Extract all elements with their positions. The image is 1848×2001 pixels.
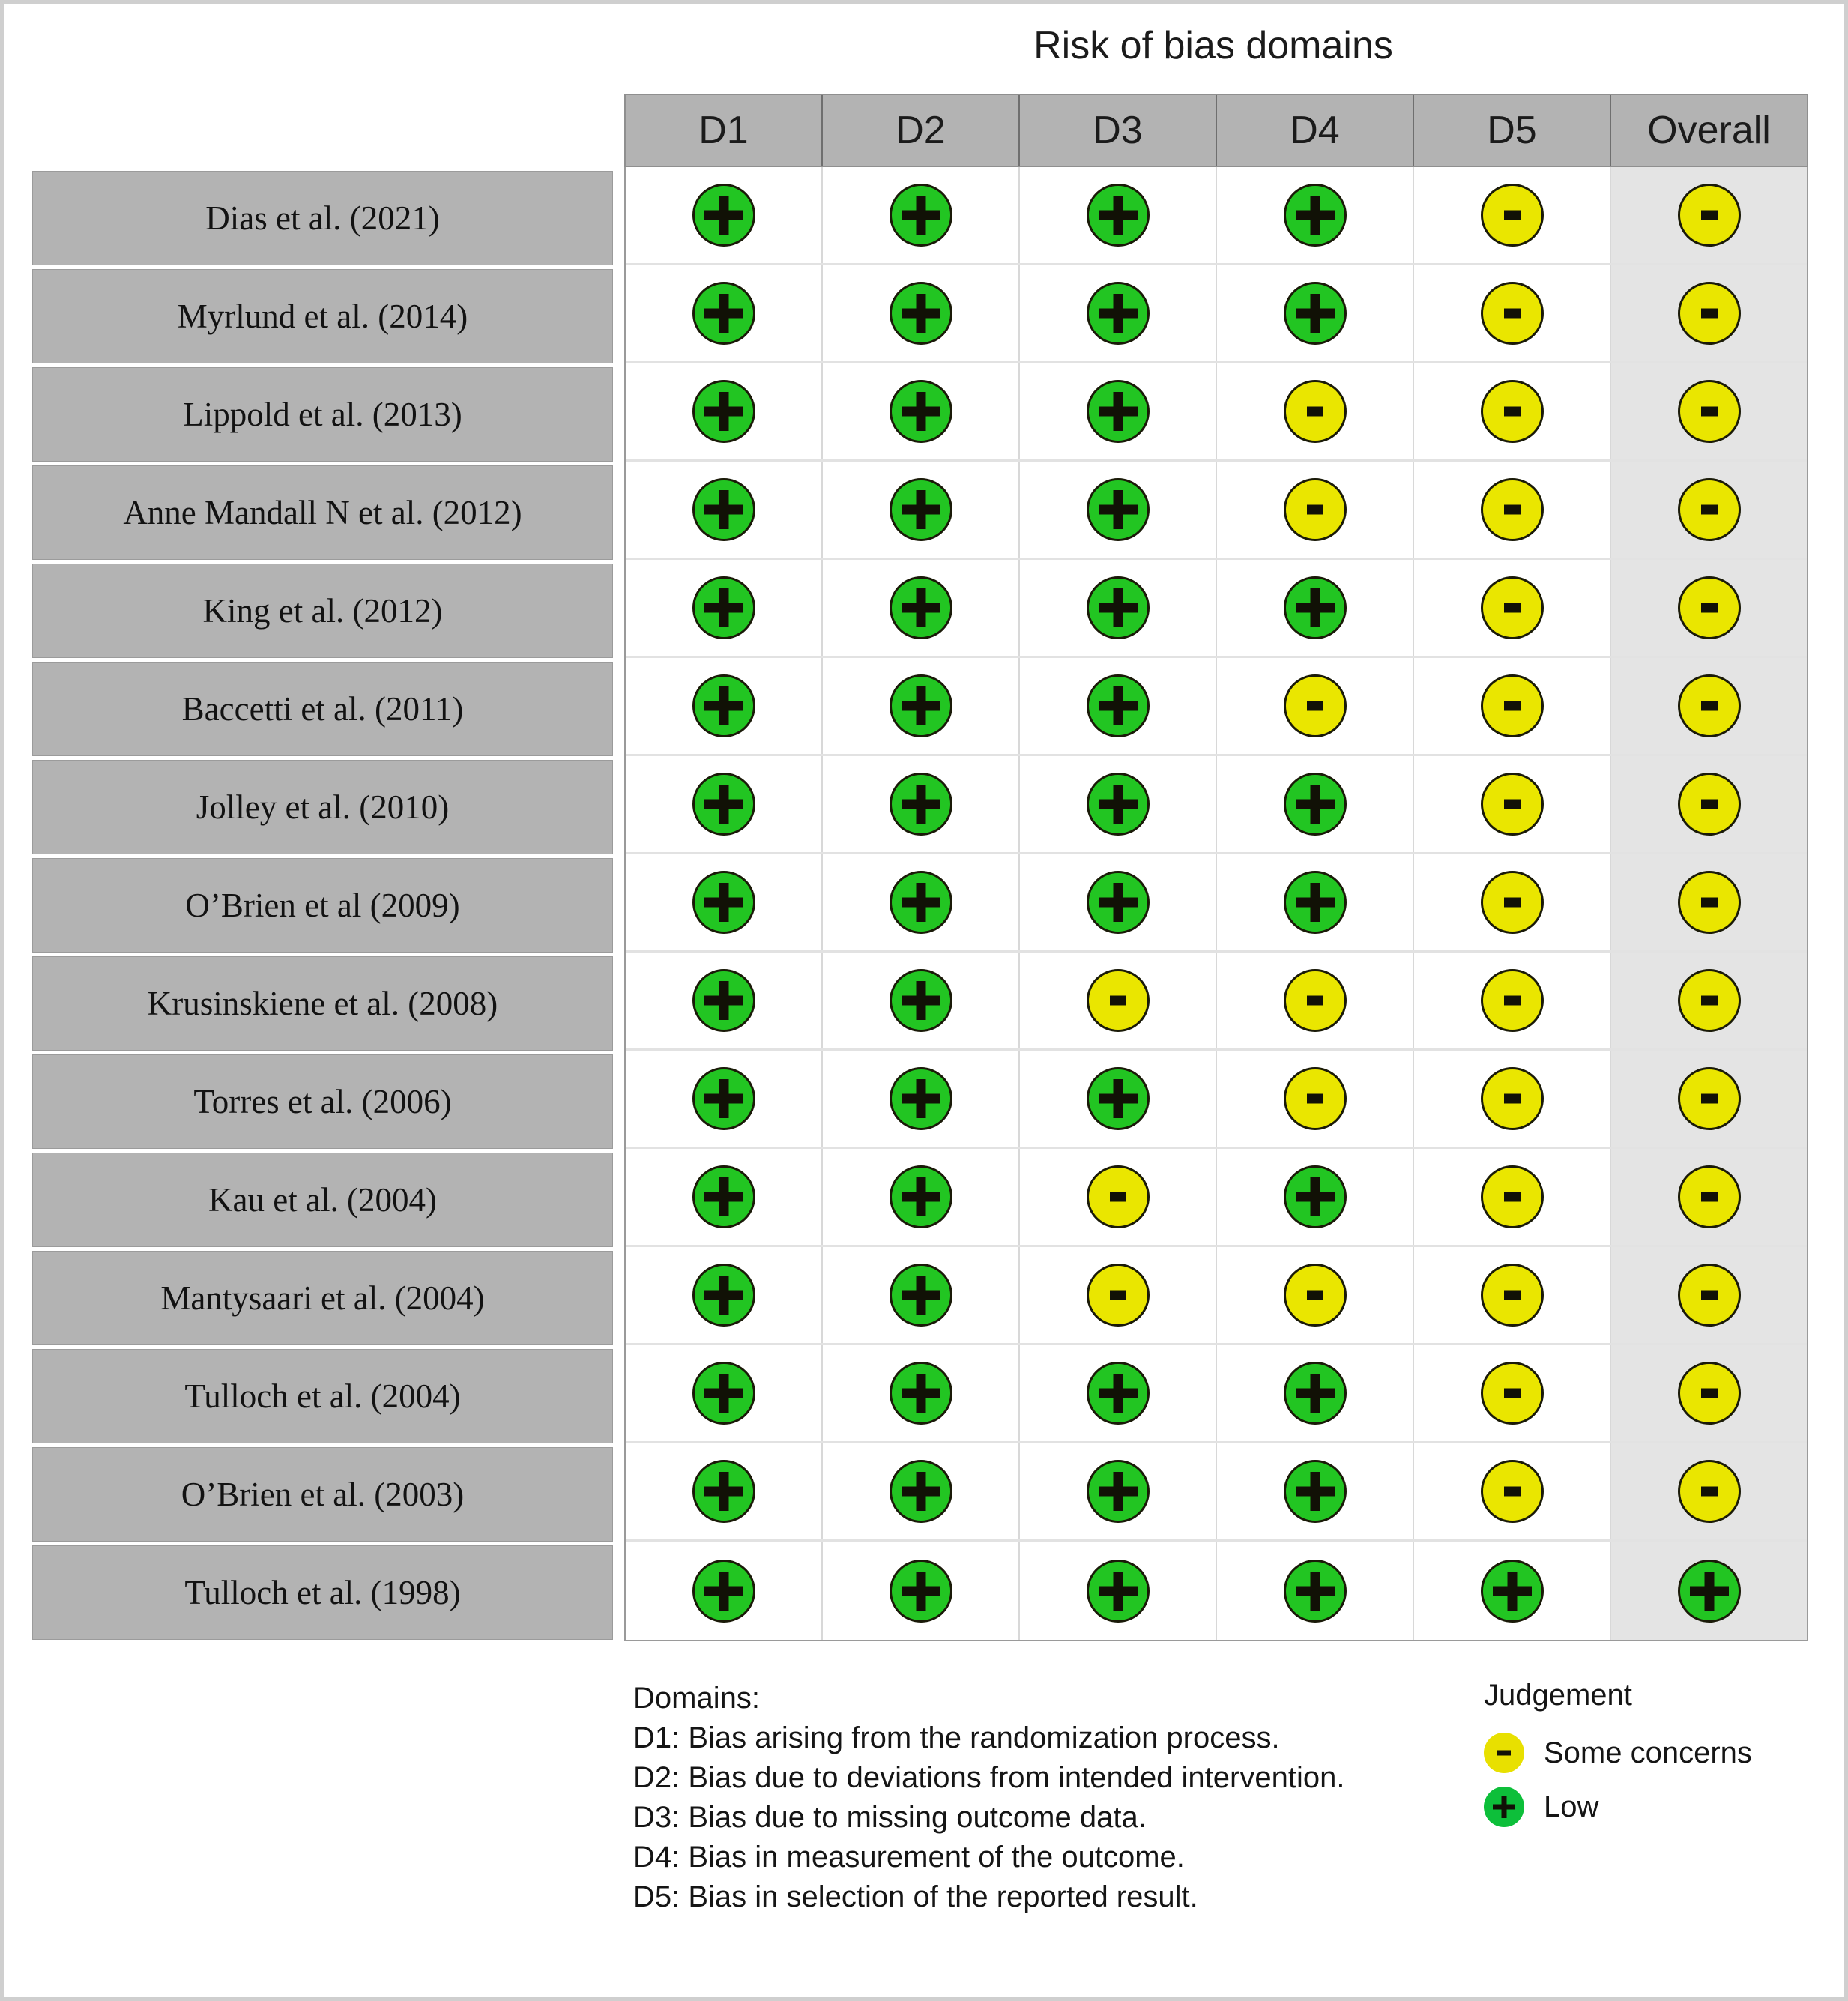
judgement-some-concerns-icon bbox=[1087, 1264, 1150, 1327]
judgement-some-concerns-icon bbox=[1484, 1733, 1524, 1773]
table-row bbox=[626, 1443, 1807, 1542]
judgement-low-icon bbox=[692, 1460, 755, 1523]
judgement-cell-d4[interactable] bbox=[1217, 756, 1414, 852]
judgement-some-concerns-icon bbox=[1481, 184, 1544, 247]
judgement-cell-d3[interactable] bbox=[1020, 560, 1217, 656]
study-label: Tulloch et al. (1998) bbox=[32, 1545, 613, 1640]
judgement-cell-d3[interactable] bbox=[1020, 658, 1217, 754]
judgement-some-concerns-icon bbox=[1678, 773, 1741, 836]
judgement-cell-d5[interactable] bbox=[1414, 265, 1611, 361]
judgement-cell-overall[interactable] bbox=[1611, 265, 1807, 361]
judgement-cell-d1[interactable] bbox=[626, 756, 823, 852]
judgement-cell-d3[interactable] bbox=[1020, 363, 1217, 459]
table-row bbox=[626, 1345, 1807, 1443]
judgement-cell-d4[interactable] bbox=[1217, 1542, 1414, 1640]
judgement-low-icon bbox=[890, 576, 952, 639]
judgement-low-icon bbox=[1284, 1362, 1347, 1425]
judgement-low-icon bbox=[692, 184, 755, 247]
table-row bbox=[626, 167, 1807, 265]
judgement-legend-title: Judgement bbox=[1484, 1679, 1632, 1712]
judgement-low-icon bbox=[692, 576, 755, 639]
judgement-cell-d1[interactable] bbox=[626, 658, 823, 754]
domains-legend-item: D4: Bias in measurement of the outcome. bbox=[633, 1841, 1185, 1874]
judgement-low-icon bbox=[890, 773, 952, 836]
judgement-low-icon bbox=[890, 184, 952, 247]
judgement-low-icon bbox=[1087, 576, 1150, 639]
judgement-cell-d1[interactable] bbox=[626, 854, 823, 950]
judgement-some-concerns-icon bbox=[1678, 1460, 1741, 1523]
column-header-d3: D3 bbox=[1020, 95, 1217, 166]
judgement-cell-d5[interactable] bbox=[1414, 560, 1611, 656]
judgement-low-icon bbox=[692, 1264, 755, 1327]
judgement-cell-d5[interactable] bbox=[1414, 756, 1611, 852]
judgement-cell-d5[interactable] bbox=[1414, 658, 1611, 754]
study-label: Kau et al. (2004) bbox=[32, 1153, 613, 1247]
judgement-some-concerns-icon bbox=[1481, 773, 1544, 836]
column-header-d5: D5 bbox=[1414, 95, 1611, 166]
judgement-cell-d3[interactable] bbox=[1020, 1345, 1217, 1441]
judgement-cell-d4[interactable] bbox=[1217, 560, 1414, 656]
judgement-cell-overall[interactable] bbox=[1611, 953, 1807, 1048]
study-label: Dias et al. (2021) bbox=[32, 171, 613, 265]
judgement-low-icon bbox=[692, 773, 755, 836]
judgement-some-concerns-icon bbox=[1481, 1264, 1544, 1327]
domains-legend-heading: Domains: bbox=[633, 1682, 760, 1715]
judgement-low-icon bbox=[1087, 1362, 1150, 1425]
domains-legend-item: D1: Bias arising from the randomization process. bbox=[633, 1721, 1280, 1754]
judgement-cell-d1[interactable] bbox=[626, 167, 823, 263]
judgement-some-concerns-icon bbox=[1481, 674, 1544, 737]
study-label: Krusinskiene et al. (2008) bbox=[32, 956, 613, 1051]
judgement-low-icon bbox=[1284, 1460, 1347, 1523]
judgement-low-icon bbox=[890, 1362, 952, 1425]
judgement-some-concerns-icon bbox=[1678, 1264, 1741, 1327]
judgement-cell-d1[interactable] bbox=[626, 1051, 823, 1147]
judgement-some-concerns-icon bbox=[1678, 184, 1741, 247]
judgement-legend-item bbox=[1484, 1726, 1752, 1780]
judgement-low-icon bbox=[1284, 184, 1347, 247]
judgement-low-icon bbox=[1284, 1165, 1347, 1228]
judgement-low-icon bbox=[1087, 478, 1150, 541]
judgement-cell-d2[interactable] bbox=[823, 265, 1020, 361]
judgement-cell-d1[interactable] bbox=[626, 265, 823, 361]
judgement-low-icon bbox=[1284, 871, 1347, 934]
judgement-cell-d5[interactable] bbox=[1414, 167, 1611, 263]
judgement-cell-d3[interactable] bbox=[1020, 756, 1217, 852]
judgement-cell-overall[interactable] bbox=[1611, 167, 1807, 263]
study-label: O’Brien et al (2009) bbox=[32, 858, 613, 953]
study-label: O’Brien et al. (2003) bbox=[32, 1447, 613, 1542]
table-row bbox=[626, 265, 1807, 363]
judgement-cell-d5[interactable] bbox=[1414, 1345, 1611, 1441]
judgement-low-icon bbox=[1087, 1460, 1150, 1523]
judgement-cell-d5[interactable] bbox=[1414, 1542, 1611, 1640]
judgement-cell-overall[interactable] bbox=[1611, 756, 1807, 852]
column-header-d1: D1 bbox=[626, 95, 823, 166]
judgement-cell-d4[interactable] bbox=[1217, 854, 1414, 950]
judgement-some-concerns-icon bbox=[1481, 969, 1544, 1032]
judgement-cell-d2[interactable] bbox=[823, 1345, 1020, 1441]
judgement-cell-d2[interactable] bbox=[823, 1247, 1020, 1343]
judgement-low-icon bbox=[692, 1560, 755, 1623]
judgement-legend-label: Some concerns bbox=[1544, 1736, 1752, 1769]
judgement-some-concerns-icon bbox=[1678, 969, 1741, 1032]
judgement-cell-overall[interactable] bbox=[1611, 462, 1807, 558]
study-label: Tulloch et al. (2004) bbox=[32, 1349, 613, 1443]
judgement-some-concerns-icon bbox=[1481, 1362, 1544, 1425]
judgement-cell-d3[interactable] bbox=[1020, 854, 1217, 950]
judgement-cell-d5[interactable] bbox=[1414, 1247, 1611, 1343]
table-row bbox=[626, 953, 1807, 1051]
judgement-cell-d2[interactable] bbox=[823, 1149, 1020, 1245]
judgement-cell-d5[interactable] bbox=[1414, 1443, 1611, 1539]
matrix-header-row bbox=[624, 94, 1808, 167]
study-label: King et al. (2012) bbox=[32, 564, 613, 658]
judgement-cell-d1[interactable] bbox=[626, 1443, 823, 1539]
judgement-cell-d1[interactable] bbox=[626, 560, 823, 656]
judgement-some-concerns-icon bbox=[1481, 1165, 1544, 1228]
study-label: Torres et al. (2006) bbox=[32, 1054, 613, 1149]
judgement-cell-d4[interactable] bbox=[1217, 462, 1414, 558]
judgement-some-concerns-icon bbox=[1678, 380, 1741, 443]
judgement-legend-item bbox=[1484, 1780, 1752, 1834]
judgement-low-icon bbox=[692, 282, 755, 345]
judgement-cell-d3[interactable] bbox=[1020, 265, 1217, 361]
judgement-cell-d4[interactable] bbox=[1217, 167, 1414, 263]
judgement-cell-d2[interactable] bbox=[823, 363, 1020, 459]
judgement-cell-d4[interactable] bbox=[1217, 1443, 1414, 1539]
judgement-cell-d5[interactable] bbox=[1414, 363, 1611, 459]
judgement-low-icon bbox=[890, 674, 952, 737]
judgement-cell-d1[interactable] bbox=[626, 1149, 823, 1245]
judgement-some-concerns-icon bbox=[1087, 969, 1150, 1032]
judgement-cell-d3[interactable] bbox=[1020, 1443, 1217, 1539]
judgement-some-concerns-icon bbox=[1481, 380, 1544, 443]
judgement-cell-d2[interactable] bbox=[823, 1443, 1020, 1539]
judgement-cell-d4[interactable] bbox=[1217, 363, 1414, 459]
judgement-low-icon bbox=[692, 1362, 755, 1425]
table-row bbox=[626, 560, 1807, 658]
judgement-cell-d5[interactable] bbox=[1414, 854, 1611, 950]
judgement-low-icon bbox=[1087, 380, 1150, 443]
column-header-overall: Overall bbox=[1647, 109, 1771, 152]
judgement-low-icon bbox=[890, 1560, 952, 1623]
judgement-low-icon bbox=[1087, 282, 1150, 345]
judgement-low-icon bbox=[1284, 576, 1347, 639]
judgement-some-concerns-icon bbox=[1284, 1067, 1347, 1130]
table-row bbox=[626, 1149, 1807, 1247]
judgement-cell-d1[interactable] bbox=[626, 1247, 823, 1343]
judgement-low-icon bbox=[692, 674, 755, 737]
judgement-cell-d3[interactable] bbox=[1020, 1247, 1217, 1343]
judgement-some-concerns-icon bbox=[1284, 1264, 1347, 1327]
study-label-column bbox=[32, 171, 613, 1644]
judgement-cell-overall[interactable] bbox=[1611, 1247, 1807, 1343]
judgement-cell-d4[interactable] bbox=[1217, 265, 1414, 361]
judgement-low-icon bbox=[1087, 674, 1150, 737]
judgement-cell-overall[interactable] bbox=[1611, 363, 1807, 459]
judgement-cell-d1[interactable] bbox=[626, 1542, 823, 1640]
judgement-cell-d2[interactable] bbox=[823, 1542, 1020, 1640]
judgement-low-icon bbox=[890, 1067, 952, 1130]
judgement-some-concerns-icon bbox=[1481, 576, 1544, 639]
judgement-cell-d4[interactable] bbox=[1217, 1149, 1414, 1245]
judgement-some-concerns-icon bbox=[1284, 478, 1347, 541]
judgement-cell-d3[interactable] bbox=[1020, 1149, 1217, 1245]
judgement-low-icon bbox=[692, 871, 755, 934]
judgement-cell-d1[interactable] bbox=[626, 462, 823, 558]
judgement-some-concerns-icon bbox=[1678, 871, 1741, 934]
judgement-some-concerns-icon bbox=[1678, 1067, 1741, 1130]
study-label: Myrlund et al. (2014) bbox=[32, 269, 613, 363]
judgement-some-concerns-icon bbox=[1678, 478, 1741, 541]
judgement-some-concerns-icon bbox=[1284, 969, 1347, 1032]
judgement-low-icon bbox=[1484, 1787, 1524, 1827]
page-title: Risk of bias domains bbox=[1033, 24, 1393, 67]
judgement-low-icon bbox=[692, 478, 755, 541]
judgement-low-icon bbox=[692, 969, 755, 1032]
table-row bbox=[626, 462, 1807, 560]
judgement-some-concerns-icon bbox=[1678, 674, 1741, 737]
judgement-some-concerns-icon bbox=[1481, 1460, 1544, 1523]
column-header-d2: D2 bbox=[823, 95, 1020, 166]
judgement-some-concerns-icon bbox=[1678, 1362, 1741, 1425]
study-label: Anne Mandall N et al. (2012) bbox=[32, 465, 613, 560]
judgement-cell-d2[interactable] bbox=[823, 1051, 1020, 1147]
judgement-cell-d3[interactable] bbox=[1020, 1051, 1217, 1147]
judgement-cell-d2[interactable] bbox=[823, 462, 1020, 558]
judgement-cell-d5[interactable] bbox=[1414, 462, 1611, 558]
judgement-some-concerns-icon bbox=[1678, 576, 1741, 639]
judgement-low-icon bbox=[890, 871, 952, 934]
judgement-some-concerns-icon bbox=[1284, 674, 1347, 737]
judgement-some-concerns-icon bbox=[1481, 478, 1544, 541]
judgement-cell-overall[interactable] bbox=[1611, 1149, 1807, 1245]
domains-legend bbox=[633, 1679, 1344, 1917]
judgement-low-icon bbox=[890, 282, 952, 345]
judgement-cell-d4[interactable] bbox=[1217, 1345, 1414, 1441]
judgement-cell-d4[interactable] bbox=[1217, 1051, 1414, 1147]
column-header-d4: D4 bbox=[1217, 95, 1414, 166]
judgement-some-concerns-icon bbox=[1481, 871, 1544, 934]
judgement-low-icon bbox=[1087, 773, 1150, 836]
judgement-cell-overall[interactable] bbox=[1611, 1443, 1807, 1539]
table-row bbox=[626, 363, 1807, 462]
judgement-cell-d3[interactable] bbox=[1020, 167, 1217, 263]
domains-legend-item: D3: Bias due to missing outcome data. bbox=[633, 1801, 1147, 1834]
judgement-matrix bbox=[624, 94, 1808, 1641]
judgement-cell-d1[interactable] bbox=[626, 363, 823, 459]
study-label: Lippold et al. (2013) bbox=[32, 367, 613, 462]
judgement-low-icon bbox=[1087, 1067, 1150, 1130]
table-row bbox=[626, 658, 1807, 756]
judgement-some-concerns-icon bbox=[1481, 1067, 1544, 1130]
risk-of-bias-grid bbox=[32, 94, 1808, 1656]
judgement-cell-d2[interactable] bbox=[823, 167, 1020, 263]
judgement-low-icon bbox=[890, 1460, 952, 1523]
judgement-cell-d2[interactable] bbox=[823, 560, 1020, 656]
judgement-low-icon bbox=[890, 478, 952, 541]
judgement-cell-overall[interactable] bbox=[1611, 560, 1807, 656]
judgement-low-icon bbox=[1481, 1560, 1544, 1623]
judgement-legend bbox=[1484, 1679, 1752, 1834]
judgement-cell-d5[interactable] bbox=[1414, 953, 1611, 1048]
judgement-cell-d1[interactable] bbox=[626, 1345, 823, 1441]
judgement-cell-d5[interactable] bbox=[1414, 1149, 1611, 1245]
judgement-cell-overall[interactable] bbox=[1611, 854, 1807, 950]
judgement-low-icon bbox=[890, 380, 952, 443]
judgement-low-icon bbox=[1678, 1560, 1741, 1623]
judgement-legend-entries bbox=[1484, 1726, 1752, 1834]
judgement-cell-d3[interactable] bbox=[1020, 953, 1217, 1048]
judgement-low-icon bbox=[890, 1264, 952, 1327]
study-label: Mantysaari et al. (2004) bbox=[32, 1251, 613, 1345]
table-row bbox=[626, 1247, 1807, 1345]
judgement-low-icon bbox=[1284, 282, 1347, 345]
judgement-some-concerns-icon bbox=[1087, 1165, 1150, 1228]
judgement-cell-overall[interactable] bbox=[1611, 1542, 1807, 1640]
table-row bbox=[626, 1051, 1807, 1149]
judgement-some-concerns-icon bbox=[1481, 282, 1544, 345]
judgement-cell-overall[interactable] bbox=[1611, 1345, 1807, 1441]
judgement-cell-d3[interactable] bbox=[1020, 462, 1217, 558]
study-label: Baccetti et al. (2011) bbox=[32, 662, 613, 756]
judgement-cell-overall[interactable] bbox=[1611, 1051, 1807, 1147]
judgement-low-icon bbox=[692, 1165, 755, 1228]
judgement-low-icon bbox=[890, 969, 952, 1032]
judgement-cell-overall[interactable] bbox=[1611, 658, 1807, 754]
judgement-cell-d4[interactable] bbox=[1217, 1247, 1414, 1343]
judgement-low-icon bbox=[1087, 1560, 1150, 1623]
judgement-some-concerns-icon bbox=[1678, 282, 1741, 345]
judgement-low-icon bbox=[1284, 773, 1347, 836]
judgement-low-icon bbox=[890, 1165, 952, 1228]
judgement-cell-d3[interactable] bbox=[1020, 1542, 1217, 1640]
judgement-cell-d2[interactable] bbox=[823, 658, 1020, 754]
judgement-cell-d4[interactable] bbox=[1217, 658, 1414, 754]
table-row bbox=[626, 1542, 1807, 1640]
judgement-cell-d2[interactable] bbox=[823, 756, 1020, 852]
judgement-cell-d2[interactable] bbox=[823, 854, 1020, 950]
judgement-low-icon bbox=[1087, 184, 1150, 247]
domains-legend-item: D2: Bias due to deviations from intended intervention. bbox=[633, 1761, 1345, 1794]
table-row bbox=[626, 854, 1807, 953]
judgement-legend-label: Low bbox=[1544, 1790, 1599, 1823]
matrix-body bbox=[624, 167, 1808, 1641]
judgement-cell-d1[interactable] bbox=[626, 953, 823, 1048]
judgement-cell-d5[interactable] bbox=[1414, 1051, 1611, 1147]
judgement-cell-d4[interactable] bbox=[1217, 953, 1414, 1048]
judgement-some-concerns-icon bbox=[1284, 380, 1347, 443]
domains-legend-item: D5: Bias in selection of the reported result. bbox=[633, 1880, 1198, 1913]
judgement-cell-d2[interactable] bbox=[823, 953, 1020, 1048]
study-label: Jolley et al. (2010) bbox=[32, 760, 613, 854]
judgement-low-icon bbox=[692, 380, 755, 443]
judgement-low-icon bbox=[1087, 871, 1150, 934]
judgement-low-icon bbox=[692, 1067, 755, 1130]
judgement-some-concerns-icon bbox=[1678, 1165, 1741, 1228]
judgement-low-icon bbox=[1284, 1560, 1347, 1623]
table-row bbox=[626, 756, 1807, 854]
